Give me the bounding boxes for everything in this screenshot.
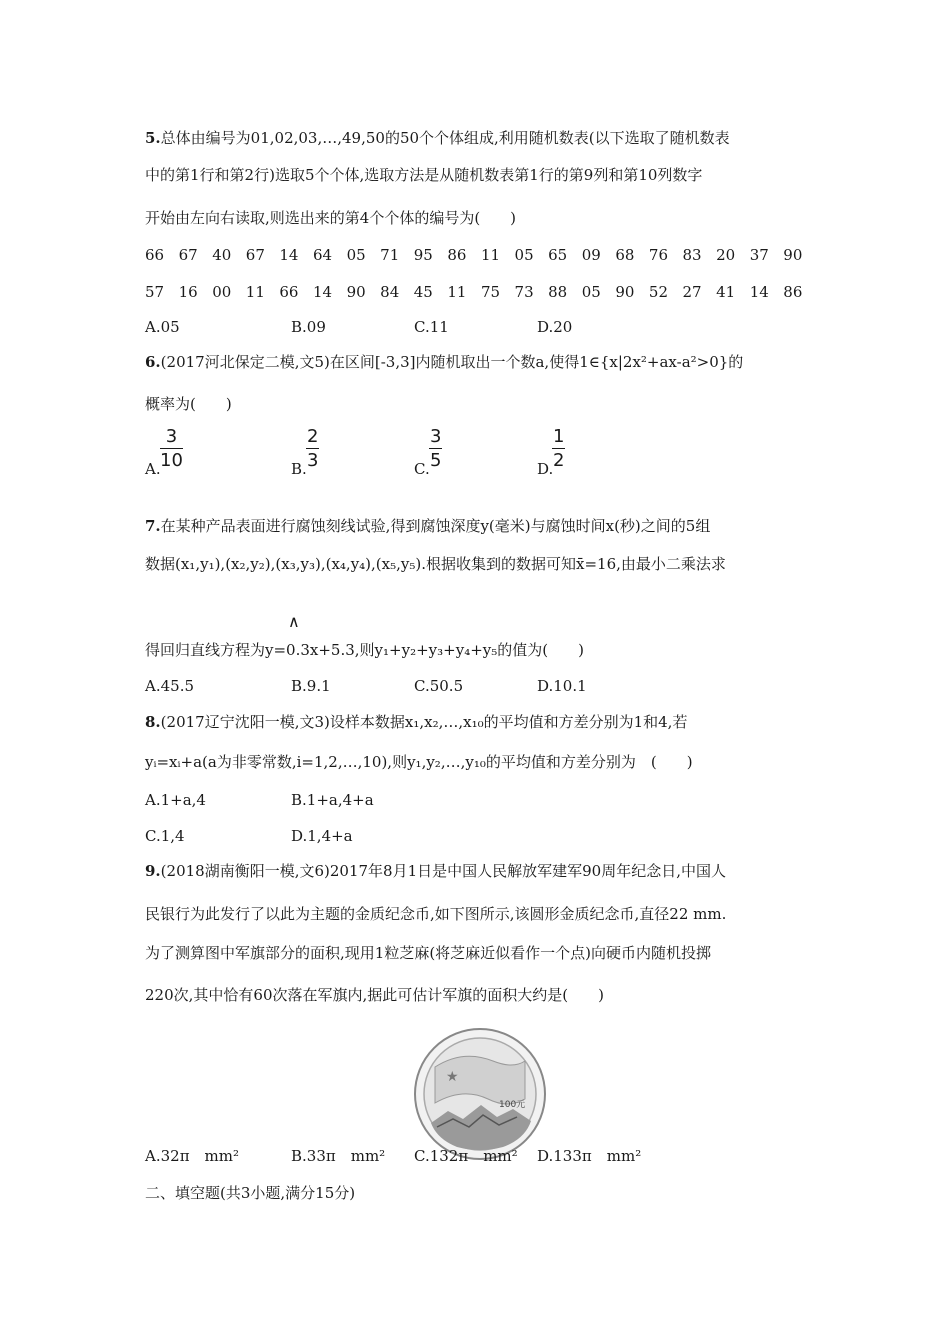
random-table-cell: 71 — [380, 246, 400, 264]
q6-option-a-label: A. — [145, 460, 161, 478]
random-table-cell: 95 — [413, 246, 433, 264]
q5-option-a: A.05 — [145, 318, 180, 336]
random-table-cell: 14 — [279, 246, 299, 264]
fraction-bar — [429, 448, 442, 449]
q8-option-a: A.1+a,4 — [145, 791, 206, 809]
q5-number: 5. — [145, 129, 161, 147]
q5-option-c: C.11 — [414, 318, 449, 336]
q9-line1 — [145, 861, 726, 881]
q5-option-d: D.20 — [537, 318, 573, 336]
q6-option-d-fraction — [552, 426, 565, 471]
q8-text-1: (2017辽宁沈阳一模,文3)设样本数据x₁,x₂,…,x₁₀的平均值和方差分别为1和4,若 — [160, 713, 688, 731]
q6-option-b-label: B. — [291, 460, 307, 478]
q6-option-c-fraction — [429, 426, 442, 471]
random-table-cell: 83 — [682, 246, 702, 264]
q7-option-c: C.50.5 — [414, 677, 464, 695]
random-table-cell: 75 — [480, 283, 501, 301]
random-table-cell: 20 — [716, 246, 736, 264]
random-table-cell: 67 — [178, 246, 198, 264]
random-table-cell: 57 — [145, 283, 165, 301]
random-table-row-1 — [145, 245, 817, 265]
random-table-cell: 14 — [749, 283, 769, 301]
random-table-cell: 09 — [581, 246, 601, 264]
q9-line4: 220次,其中恰有60次落在军旗内,据此可估计军旗的面积大约是( ) — [145, 986, 604, 1004]
q5-line2: 中的第1行和第2行)选取5个个体,选取方法是从随机数表第1行的第9列和第10列数字 — [145, 166, 703, 184]
random-table-cell: 68 — [615, 246, 635, 264]
random-table-cell: 40 — [212, 246, 232, 264]
q6-text-1: (2017河北保定二模,文5)在区间[-3,3]内随机取出一个数a,使得1∈{x|2x²+ax-a²>0}的 — [160, 353, 744, 371]
random-table-cell: 05 — [581, 283, 601, 301]
q8-line2: yᵢ=xᵢ+a(a为非零常数,i=1,2,…,10),则y₁,y₂,…,y₁₀的平均值和方差分别为 ( ) — [145, 753, 693, 771]
random-table-cell: 66 — [145, 246, 165, 264]
q6-line1 — [145, 352, 743, 372]
random-table-cell: 11 — [245, 283, 265, 301]
fraction-bar — [160, 448, 183, 449]
q5-option-b: B.09 — [291, 318, 326, 336]
q9-number: 9. — [145, 862, 161, 880]
q8-option-d: D.1,4+a — [291, 827, 353, 845]
q8-line1 — [145, 712, 687, 732]
q5-line1 — [145, 128, 730, 148]
fraction-denominator: 2 — [553, 450, 565, 471]
random-table-cell: 14 — [312, 283, 333, 301]
random-table-cell: 65 — [548, 246, 568, 264]
random-table-cell: 16 — [178, 283, 198, 301]
fraction-numerator: 2 — [307, 426, 319, 447]
q9-option-c: C.132π mm² — [414, 1147, 518, 1165]
random-table-cell: 88 — [548, 283, 568, 301]
commemorative-coin-image — [413, 1027, 547, 1161]
random-table-cell: 05 — [514, 246, 534, 264]
random-table-cell: 73 — [514, 283, 534, 301]
q9-text-1: (2018湖南衡阳一模,文6)2017年8月1日是中国人民解放军建军90周年纪念日,中国人 — [160, 862, 726, 880]
random-table-row-2 — [145, 282, 817, 302]
random-table-cell: 86 — [447, 246, 467, 264]
q6-line2: 概率为( ) — [145, 395, 232, 413]
random-table-cell: 11 — [480, 246, 501, 264]
random-table-cell: 00 — [212, 283, 232, 301]
random-table-cell: 27 — [682, 283, 702, 301]
q6-option-d-label: D. — [537, 460, 554, 478]
random-table-cell: 86 — [783, 283, 803, 301]
q7-line1 — [145, 516, 710, 536]
q5-text-1: 总体由编号为01,02,03,…,49,50的50个个体组成,利用随机数表(以下选取了随机数表 — [160, 129, 730, 147]
q6-option-a-fraction — [160, 426, 183, 471]
random-table-cell: 90 — [615, 283, 635, 301]
q6-number: 6. — [145, 353, 161, 371]
q7-line3: 得回归直线方程为y=0.3x+5.3,则y₁+y₂+y₃+y₄+y₅的值为( ) — [145, 641, 584, 659]
random-table-cell: 76 — [648, 246, 668, 264]
fraction-numerator: 3 — [165, 426, 178, 447]
fraction-numerator: 3 — [430, 426, 442, 447]
random-table-cell: 66 — [279, 283, 299, 301]
fraction-denominator: 3 — [307, 450, 319, 471]
svg-text:★: ★ — [446, 1069, 459, 1085]
hat-symbol: ∧ — [288, 612, 300, 631]
q7-option-d: D.10.1 — [537, 677, 587, 695]
q9-option-d: D.133π mm² — [537, 1147, 642, 1165]
random-table-cell: 84 — [380, 283, 400, 301]
q6-option-c-label: C. — [414, 460, 430, 478]
q8-option-b: B.1+a,4+a — [291, 791, 374, 809]
random-table-cell: 90 — [346, 283, 366, 301]
fraction-denominator: 10 — [160, 450, 183, 471]
random-table-cell: 41 — [716, 283, 736, 301]
fraction-bar — [306, 448, 319, 449]
random-table-cell: 45 — [413, 283, 433, 301]
fraction-numerator: 1 — [553, 426, 565, 447]
fraction-bar — [552, 448, 565, 449]
random-table-cell: 64 — [312, 246, 333, 264]
fraction-denominator: 5 — [430, 450, 442, 471]
section-heading-fill-in: 二、填空题(共3小题,满分15分) — [145, 1184, 356, 1202]
random-table-cell: 37 — [749, 246, 769, 264]
q9-line3: 为了测算图中军旗部分的面积,现用1粒芝麻(将芝麻近似看作一个点)向硬币内随机投掷 — [145, 944, 712, 962]
q9-option-b: B.33π mm² — [291, 1147, 386, 1165]
q6-option-b-fraction — [306, 426, 319, 471]
q8-option-c: C.1,4 — [145, 827, 185, 845]
random-table-cell: 90 — [783, 246, 803, 264]
q7-option-b: B.9.1 — [291, 677, 331, 695]
q7-text-1: 在某种产品表面进行腐蚀刻线试验,得到腐蚀深度y(毫米)与腐蚀时间x(秒)之间的5组 — [160, 517, 711, 535]
q7-number: 7. — [145, 517, 161, 535]
random-table-cell: 67 — [245, 246, 265, 264]
q9-line2: 民银行为此发行了以此为主题的金质纪念币,如下图所示,该圆形金质纪念币,直径22 mm. — [145, 905, 727, 923]
random-table-cell: 52 — [648, 283, 668, 301]
q5-line3: 开始由左向右读取,则选出来的第4个个体的编号为( ) — [145, 209, 517, 227]
q7-option-a: A.45.5 — [145, 677, 194, 695]
coin-denomination: 100元 — [499, 1100, 526, 1110]
random-table-cell: 05 — [346, 246, 366, 264]
q9-option-a: A.32π mm² — [145, 1147, 240, 1165]
q7-line2: 数据(x₁,y₁),(x₂,y₂),(x₃,y₃),(x₄,y₄),(x₅,y₅).根据收集到的数据可知x̄=16,由最小二乘法求 — [145, 555, 726, 573]
q8-number: 8. — [145, 713, 161, 731]
random-table-cell: 11 — [447, 283, 467, 301]
